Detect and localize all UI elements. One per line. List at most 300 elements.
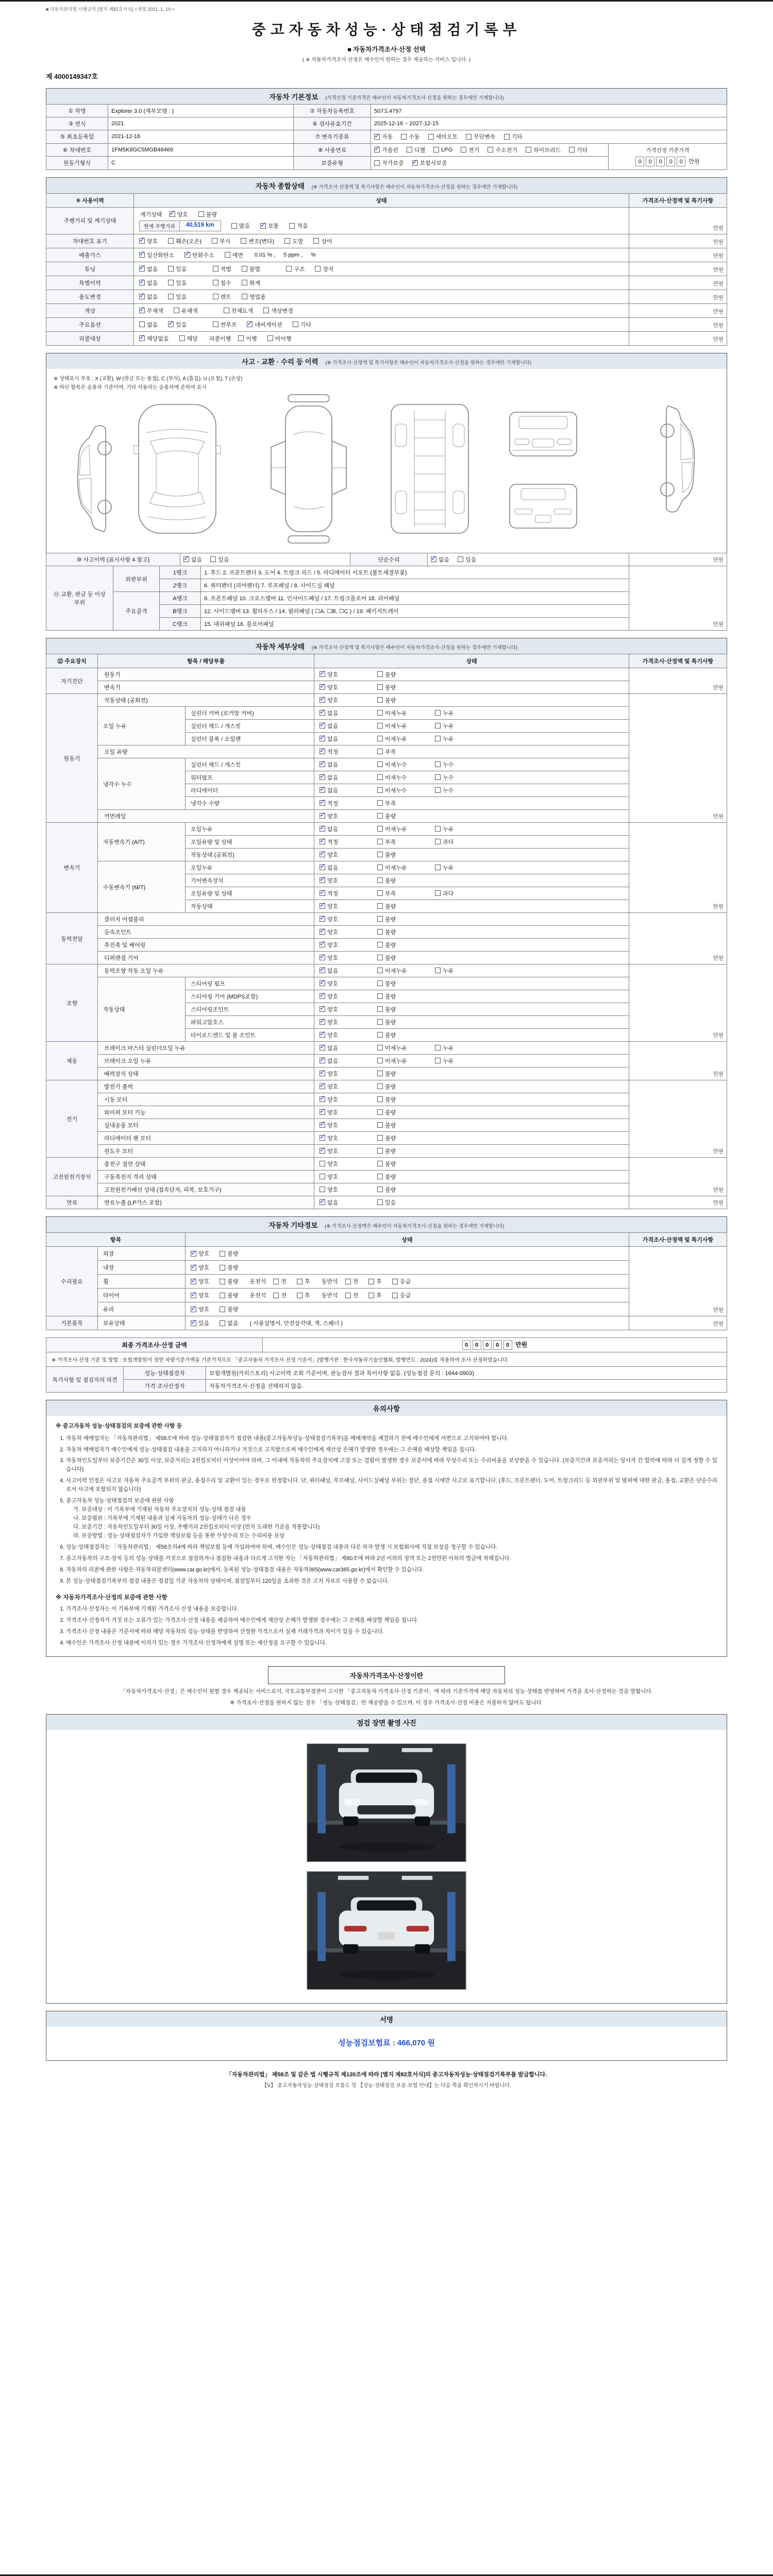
checkbox-unchecked[interactable]	[428, 132, 458, 141]
checkbox-unchecked[interactable]	[377, 967, 435, 975]
price-cell: 만원	[629, 248, 727, 262]
checkbox-checked[interactable]	[320, 1057, 377, 1065]
checkbox-unchecked[interactable]	[377, 876, 435, 885]
checkbox-unchecked[interactable]	[377, 1005, 435, 1013]
item-label: 배출가스	[46, 248, 134, 262]
checkbox-box	[320, 1161, 325, 1166]
checkbox-unchecked[interactable]	[168, 293, 187, 301]
field-label-warranty-type: 보증유형	[294, 157, 371, 170]
accident-summary-table	[46, 553, 727, 567]
field-value-inspection-period: 2025-12-16 ~ 2027-12-15	[371, 117, 727, 130]
checkbox-unchecked[interactable]	[313, 237, 332, 245]
summary-row	[46, 290, 727, 303]
basic-info-title: 자동차 기본정보	[269, 93, 318, 101]
checkbox-unchecked[interactable]	[377, 979, 435, 988]
item-state	[186, 1289, 629, 1302]
state-cell	[314, 1119, 629, 1132]
checkbox-checked[interactable]	[320, 979, 377, 988]
checkbox-unchecked[interactable]	[377, 825, 435, 833]
checkbox-label: 부족	[385, 800, 396, 807]
checkbox-checked[interactable]	[320, 838, 377, 846]
checkbox-unchecked[interactable]	[297, 1291, 310, 1299]
checkbox-checked[interactable]	[183, 555, 202, 564]
item-name: 연료누출 (LP가스 포함)	[98, 1196, 314, 1209]
checkbox-label: 불량	[385, 1109, 396, 1116]
checkbox-label: 양호	[327, 877, 339, 884]
checkbox-unchecked[interactable]	[284, 237, 303, 245]
checkbox-unchecked[interactable]	[433, 147, 452, 153]
rank-label: C랭크	[160, 618, 201, 631]
price-cell: 만원	[629, 234, 727, 248]
checkbox-label: 누유	[443, 826, 454, 833]
checkbox-unchecked[interactable]	[179, 334, 198, 343]
checkbox-unchecked[interactable]	[435, 863, 493, 872]
checkbox-unchecked[interactable]	[368, 1291, 382, 1299]
checkbox-label: 부족	[385, 749, 396, 755]
checkbox-checked[interactable]	[139, 237, 158, 245]
checkbox-unchecked[interactable]	[263, 307, 293, 315]
checkbox-unchecked[interactable]	[435, 889, 493, 897]
checkbox-unchecked[interactable]	[220, 1319, 238, 1327]
checkbox-unchecked[interactable]	[435, 838, 493, 846]
checkbox-unchecked[interactable]	[377, 748, 435, 756]
checkbox-unchecked[interactable]	[377, 1095, 435, 1104]
checkbox-unchecked[interactable]	[377, 1057, 435, 1065]
checkbox-unchecked[interactable]	[377, 1018, 435, 1026]
state-cell	[314, 1093, 629, 1106]
checkbox-unchecked[interactable]	[377, 799, 435, 807]
checkbox-checked[interactable]	[139, 265, 158, 273]
checkbox-checked[interactable]	[320, 760, 377, 769]
checkbox-checked[interactable]	[139, 279, 158, 287]
checkbox-checked[interactable]	[320, 851, 377, 859]
checkbox-unchecked[interactable]	[526, 146, 561, 154]
summary-row	[46, 248, 727, 262]
checkbox-unchecked[interactable]	[407, 146, 425, 154]
etc-row	[46, 1302, 727, 1316]
checkbox-box	[220, 1320, 225, 1326]
checkbox-label: 양호	[327, 697, 339, 704]
checkbox-checked[interactable]	[184, 251, 214, 259]
checkbox-label: 보험사보증	[419, 160, 447, 166]
checkbox-checked[interactable]	[320, 786, 377, 794]
checkbox-unchecked[interactable]	[461, 146, 479, 154]
state-text: 운전석	[249, 1293, 266, 1299]
checkbox-unchecked[interactable]	[286, 265, 305, 273]
checkbox-unchecked[interactable]	[168, 279, 187, 287]
checkbox-checked[interactable]	[320, 889, 377, 897]
checkbox-unchecked[interactable]	[213, 320, 237, 329]
checkbox-unchecked[interactable]	[377, 954, 435, 962]
checkbox-unchecked[interactable]	[174, 307, 198, 315]
rank-label: A랭크	[160, 592, 201, 605]
checkbox-label: 기타	[577, 147, 588, 154]
checkbox-unchecked[interactable]	[273, 1291, 287, 1299]
checkbox-unchecked[interactable]	[320, 1185, 377, 1194]
base-price-label: 가격산정 기준가격	[646, 147, 690, 154]
checkbox-checked[interactable]	[320, 1044, 377, 1052]
state-text: 계기상태	[140, 211, 162, 218]
column-header-item: 항목	[46, 1233, 186, 1247]
checkbox-unchecked[interactable]	[435, 1057, 493, 1065]
checkbox-checked[interactable]	[168, 320, 187, 329]
checkbox-box	[220, 1279, 225, 1284]
checkbox-unchecked[interactable]	[466, 132, 496, 141]
checkbox-checked[interactable]	[191, 1249, 209, 1258]
checkbox-unchecked[interactable]	[377, 1070, 435, 1078]
checkbox-box	[377, 697, 383, 703]
checkbox-label: 양호	[327, 916, 339, 923]
checkbox-label: 전	[352, 1293, 359, 1299]
checkbox-unchecked[interactable]	[377, 709, 435, 717]
checkbox-checked[interactable]	[320, 812, 377, 820]
checkbox-label: 양호	[327, 1187, 339, 1193]
checkbox-unchecked[interactable]	[392, 1291, 411, 1299]
checkbox-checked[interactable]	[320, 1108, 377, 1116]
checkbox-unchecked[interactable]	[458, 555, 476, 564]
checkbox-unchecked[interactable]	[377, 889, 435, 897]
checkbox-unchecked[interactable]	[377, 773, 435, 782]
checkbox-unchecked[interactable]	[293, 320, 311, 329]
checkbox-box	[435, 736, 441, 741]
state-text: ( 사용설명서, 안전삼각대, 잭, 스패너 )	[249, 1320, 343, 1327]
checkbox-checked[interactable]	[191, 1277, 209, 1285]
section-inspection-photos	[46, 1714, 727, 2004]
checkbox-checked[interactable]	[139, 293, 158, 301]
checkbox-checked[interactable]	[320, 825, 377, 833]
checkbox-unchecked[interactable]	[210, 555, 229, 564]
state-text: 0.01 % ,	[254, 251, 276, 258]
checkbox-checked[interactable]	[139, 307, 163, 315]
checkbox-checked[interactable]	[320, 735, 377, 743]
checkbox-checked[interactable]	[320, 696, 377, 704]
checkbox-unchecked[interactable]	[377, 992, 435, 1001]
checkbox-unchecked[interactable]	[213, 279, 231, 287]
detail-row	[46, 1055, 727, 1067]
checkbox-checked[interactable]	[412, 159, 447, 167]
checkbox-unchecked[interactable]	[435, 760, 493, 769]
checkbox-checked[interactable]	[320, 1134, 377, 1142]
checkbox-checked[interactable]	[320, 748, 377, 756]
checkbox-unchecked[interactable]	[569, 146, 587, 154]
checkbox-unchecked[interactable]	[377, 786, 435, 794]
checkbox-box	[320, 877, 325, 883]
checkbox-checked[interactable]	[320, 799, 377, 807]
checkbox-unchecked[interactable]	[212, 237, 230, 245]
checkbox-box	[293, 321, 298, 327]
checkbox-unchecked[interactable]	[488, 146, 517, 154]
checkbox-unchecked[interactable]	[377, 760, 435, 769]
checkbox-label: 가솔린	[382, 147, 398, 154]
value-label: 현재 주행거리	[140, 221, 180, 231]
checkbox-label: 전	[281, 1293, 287, 1299]
field-value-vin: 1FM5K8GC5MGB48469	[108, 143, 294, 157]
checkbox-label: 양호	[327, 684, 339, 691]
checkbox-box	[213, 266, 219, 272]
part-name: 실린더 헤드 / 개스킷	[186, 720, 314, 733]
checkbox-checked[interactable]	[320, 1147, 377, 1155]
checkbox-box	[435, 761, 441, 767]
checkbox-unchecked[interactable]	[377, 722, 435, 730]
checkbox-unchecked[interactable]	[435, 1044, 493, 1052]
checkbox-checked[interactable]	[320, 1082, 377, 1091]
checkbox-checked[interactable]	[320, 1121, 377, 1129]
checkbox-checked[interactable]	[431, 555, 449, 564]
checkbox-unchecked[interactable]	[377, 1108, 435, 1116]
checkbox-checked[interactable]	[320, 1018, 377, 1026]
checkbox-checked[interactable]	[374, 146, 398, 154]
checkbox-unchecked[interactable]	[289, 222, 308, 230]
summary-row	[46, 276, 727, 290]
checkbox-unchecked[interactable]	[267, 334, 292, 343]
item-name: 수동변속기 (M/T)	[98, 861, 186, 913]
checkbox-unchecked[interactable]	[392, 1277, 411, 1285]
checkbox-box	[435, 723, 441, 728]
basic-info-note: (가격산정 기준가격은 매수인이 자동차가격조사·산정을 원하는 경우에만 기재합니다)	[325, 95, 504, 101]
detail-row	[46, 1119, 727, 1132]
checkbox-checked[interactable]	[320, 928, 377, 936]
checkbox-checked[interactable]	[247, 320, 282, 329]
etc-info-note: (※ 가격조사·산정액은 매수인이 자동차가격조사·산정을 원하는 경우에만 기재합니다)	[325, 1224, 505, 1229]
checkbox-checked[interactable]	[320, 915, 377, 923]
checkbox-unchecked[interactable]	[377, 683, 435, 691]
checkbox-unchecked[interactable]	[377, 863, 435, 872]
checkbox-unchecked[interactable]	[242, 293, 266, 301]
checkbox-unchecked[interactable]	[377, 1082, 435, 1091]
checkbox-unchecked[interactable]	[435, 786, 493, 794]
item-state	[134, 331, 629, 345]
checkbox-box	[241, 238, 246, 244]
checkbox-unchecked[interactable]	[377, 1198, 435, 1207]
state-cell	[314, 1042, 629, 1055]
checkbox-label: 불량	[385, 1174, 396, 1180]
checkbox-checked[interactable]	[320, 722, 377, 730]
checkbox-label: 후	[376, 1293, 382, 1299]
checkbox-unchecked[interactable]	[377, 915, 435, 923]
checkbox-checked[interactable]	[320, 1095, 377, 1104]
checkbox-checked[interactable]	[320, 992, 377, 1001]
checkbox-box	[377, 942, 383, 947]
checkbox-unchecked[interactable]	[504, 132, 523, 141]
checkbox-label: 양호	[198, 1293, 210, 1299]
checkbox-checked[interactable]	[320, 967, 377, 975]
checkbox-unchecked[interactable]	[377, 696, 435, 704]
state-cell	[314, 694, 629, 707]
checkbox-box	[174, 308, 179, 313]
checkbox-checked[interactable]	[374, 132, 393, 141]
checkbox-box	[407, 147, 412, 152]
checkbox-label: 미세누수	[385, 761, 407, 768]
device-name: 원동기	[46, 694, 98, 823]
price-cell: 만원	[629, 553, 727, 566]
checkbox-label: 적음	[297, 223, 308, 229]
checkbox-checked[interactable]	[320, 683, 377, 691]
state-cell	[314, 733, 629, 745]
checkbox-label: 양호	[198, 1251, 210, 1257]
checkbox-checked[interactable]	[191, 1263, 209, 1272]
checkbox-unchecked[interactable]	[220, 1249, 238, 1258]
checkbox-label: 불량	[385, 813, 396, 820]
checkbox-unchecked[interactable]	[435, 967, 493, 975]
checkbox-unchecked[interactable]	[377, 838, 435, 846]
simple-repair-label: 단순수리	[350, 553, 428, 566]
checkbox-label: 양호	[327, 980, 339, 987]
checkbox-box	[435, 1045, 441, 1050]
field-value-engine-type: C	[108, 157, 294, 170]
checkbox-unchecked[interactable]	[225, 251, 243, 259]
checkbox-box	[320, 852, 325, 857]
checkbox-checked[interactable]	[170, 210, 188, 218]
device-name: 자기진단	[46, 668, 98, 694]
checkbox-unchecked[interactable]	[377, 941, 435, 949]
checkbox-unchecked[interactable]	[377, 928, 435, 936]
item-name: 브레이크 마스터 실린더오일 누유	[98, 1042, 314, 1055]
checkbox-box	[320, 1071, 325, 1076]
checkbox-unchecked[interactable]	[213, 265, 231, 273]
checkbox-unchecked[interactable]	[224, 307, 254, 315]
checkbox-unchecked[interactable]	[345, 1277, 359, 1285]
checkbox-checked[interactable]	[139, 334, 169, 343]
checkbox-unchecked[interactable]	[377, 1185, 435, 1194]
checkbox-checked[interactable]	[191, 1319, 209, 1327]
checkbox-unchecked[interactable]	[377, 812, 435, 820]
state-cell	[314, 990, 629, 1003]
checkbox-box	[320, 1032, 325, 1038]
checkbox-box	[263, 308, 269, 313]
checkbox-box	[320, 1199, 325, 1205]
price-cell: 만원	[629, 317, 727, 331]
checkbox-label: 양호	[327, 929, 339, 936]
section-etc-info	[46, 1216, 727, 1330]
checkbox-unchecked[interactable]	[377, 851, 435, 859]
state-line	[139, 292, 624, 302]
checkbox-box	[526, 147, 531, 152]
checkbox-unchecked[interactable]	[198, 210, 217, 218]
value-text: 40,519 km	[186, 222, 214, 228]
checkbox-label: LPG	[441, 146, 453, 153]
checkbox-unchecked[interactable]	[220, 1263, 238, 1272]
checkbox-unchecked[interactable]	[139, 320, 158, 329]
checkbox-checked[interactable]	[320, 941, 377, 949]
checkbox-checked[interactable]	[139, 251, 174, 259]
checkbox-unchecked[interactable]	[377, 670, 435, 679]
checkbox-unchecked[interactable]	[368, 1277, 382, 1285]
checkbox-unchecked[interactable]	[377, 1044, 435, 1052]
checkbox-unchecked[interactable]	[377, 1134, 435, 1142]
checkbox-unchecked[interactable]	[231, 222, 250, 230]
checkbox-box	[377, 684, 383, 690]
checkbox-checked[interactable]	[320, 1005, 377, 1013]
item-state	[186, 1247, 629, 1261]
checkbox-unchecked[interactable]	[377, 735, 435, 743]
checkbox-unchecked[interactable]	[377, 1121, 435, 1129]
checkbox-unchecked[interactable]	[377, 1031, 435, 1039]
checkbox-checked[interactable]	[191, 1291, 209, 1299]
checkbox-unchecked[interactable]	[273, 1277, 287, 1285]
checkbox-unchecked[interactable]	[401, 132, 419, 141]
checkbox-checked[interactable]	[320, 1198, 377, 1207]
checkbox-label: 누유	[443, 1045, 454, 1052]
checkbox-unchecked[interactable]	[220, 1305, 238, 1313]
vehicle-diagram-box	[46, 369, 727, 553]
checkbox-box	[191, 1307, 196, 1312]
checkbox-unchecked[interactable]	[297, 1277, 310, 1285]
accident-history-label: ⑩ 사고이력 (표시사항 4 참고)	[46, 553, 180, 566]
item-name: 추진축 및 베어링	[98, 939, 314, 952]
detail-row	[46, 1080, 727, 1093]
checkbox-unchecked[interactable]	[315, 265, 333, 273]
checkbox-checked[interactable]	[320, 1070, 377, 1078]
checkbox-box	[377, 749, 383, 754]
checkbox-box	[191, 1265, 196, 1270]
checkbox-unchecked[interactable]	[377, 1173, 435, 1181]
item-name: 실내송풍 모터	[98, 1119, 314, 1132]
field-label-inspection-period: ④ 검사유효기간	[294, 117, 371, 130]
checkbox-unchecked[interactable]	[345, 1291, 359, 1299]
checkbox-unchecked[interactable]	[435, 722, 493, 730]
valuation-definition-body: 「자동차가격조사·산정」은 매수인이 원할 경우 제공되는 서비스로서, 국토교통부장관이 고시한 「중고자동차 가격조사·산정 기준서」에 따라 기준가격에 해당 자동차의 성능·상태를 반영하여 가격을 조사·산정하는 것을 말합니다.	[120, 1688, 653, 1694]
checkbox-label: 구조	[294, 266, 305, 273]
checkbox-label: 부족	[385, 839, 396, 845]
checkbox-unchecked[interactable]	[435, 825, 493, 833]
diagram-legend-2: ※ 하단 항목은 승용차 기준이며, 기타 자동차는 승용차에 준하여 표시	[54, 384, 207, 391]
checkbox-label: 전기	[468, 147, 480, 154]
checkbox-unchecked[interactable]	[435, 735, 493, 743]
checkbox-unchecked[interactable]	[320, 1160, 377, 1168]
field-label-vin: ⑥ 차대번호	[46, 143, 108, 157]
item-state	[134, 262, 629, 276]
state-cell	[314, 823, 629, 836]
checkbox-unchecked[interactable]	[377, 1160, 435, 1168]
detail-row	[46, 964, 727, 977]
checkbox-unchecked[interactable]	[242, 265, 260, 273]
checkbox-checked[interactable]	[320, 954, 377, 962]
checkbox-checked[interactable]	[320, 670, 377, 679]
checkbox-checked[interactable]	[320, 902, 377, 910]
checkbox-checked[interactable]	[260, 222, 279, 230]
checkbox-unchecked[interactable]	[238, 334, 257, 343]
checkbox-unchecked[interactable]	[377, 1147, 435, 1155]
checkbox-checked[interactable]	[191, 1305, 209, 1313]
checkbox-unchecked[interactable]	[168, 265, 187, 273]
checkbox-unchecked[interactable]	[242, 279, 260, 287]
checkbox-unchecked[interactable]	[220, 1291, 238, 1299]
checkbox-checked[interactable]	[320, 876, 377, 885]
checkbox-label: 불량	[385, 1135, 396, 1142]
checkbox-unchecked[interactable]	[377, 902, 435, 910]
checkbox-unchecked[interactable]	[168, 237, 201, 245]
checkbox-box	[320, 1096, 325, 1102]
state-cell	[314, 1183, 629, 1196]
checkbox-checked[interactable]	[320, 863, 377, 872]
item-name: 오일 누유	[98, 707, 186, 745]
checkbox-unchecked[interactable]	[320, 1173, 377, 1181]
checkbox-unchecked[interactable]	[374, 159, 404, 167]
checkbox-checked[interactable]	[320, 773, 377, 782]
notice-item-text: 5. 중고자동차 성능·상태점검의 보증에 관한 사항	[66, 1498, 174, 1504]
item-label: 주행거리 및 계기상태	[46, 207, 134, 234]
checkbox-unchecked[interactable]	[435, 773, 493, 782]
detail-row	[46, 1093, 727, 1106]
checkbox-label: 응급	[399, 1293, 411, 1299]
checkbox-unchecked[interactable]	[241, 237, 274, 245]
checkbox-checked[interactable]	[320, 1031, 377, 1039]
checkbox-unchecked[interactable]	[220, 1277, 238, 1285]
checkbox-unchecked[interactable]	[213, 293, 231, 301]
checkbox-unchecked[interactable]	[435, 709, 493, 717]
checkbox-checked[interactable]	[320, 709, 377, 717]
etc-row	[46, 1316, 727, 1330]
